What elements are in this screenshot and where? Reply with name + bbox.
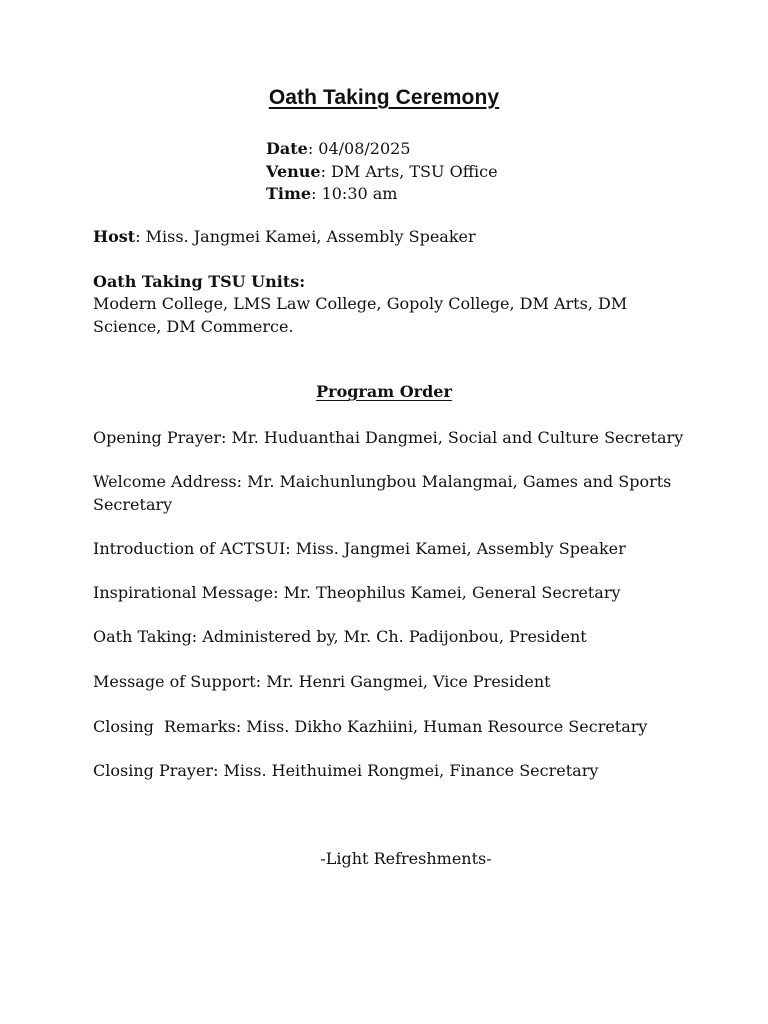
- program-item: Message of Support: Mr. Henri Gangmei, Vice President: [93, 672, 551, 691]
- time-label: Time: [266, 184, 312, 203]
- program-item: Welcome Address: Mr. Maichunlungbou Malangmai, Games and Sports Secretary: [93, 472, 672, 514]
- units-list: Modern College, LMS Law College, Gopoly College, DM Arts, DM Science, DM Commerce.: [93, 294, 628, 336]
- program-item: Closing Prayer: Miss. Heithuimei Rongmei, Finance Secretary: [93, 761, 599, 780]
- document-title: Oath Taking Ceremony: [268, 86, 500, 109]
- program-item: Introduction of ACTSUI: Miss. Jangmei Kamei, Assembly Speaker: [93, 539, 626, 558]
- host-label: Host: [93, 227, 136, 246]
- venue-label: Venue: [266, 161, 321, 181]
- program-item: Opening Prayer: Mr. Huduanthai Dangmei, Social and Culture Secretary: [93, 428, 684, 447]
- venue-row: [266, 161, 498, 184]
- footer-note: -Light Refreshments-: [320, 849, 492, 868]
- host-line: [93, 226, 693, 249]
- units-heading: Oath Taking TSU Units:: [93, 272, 306, 291]
- program-item: Oath Taking: Administered by, Mr. Ch. Padijonbou, President: [93, 627, 587, 646]
- date-label: Date: [266, 139, 308, 158]
- time-value: : 10:30 am: [311, 184, 398, 203]
- program-item: Closing Remarks: Miss. Dikho Kazhiini, Human Resource Secretary: [93, 717, 648, 736]
- event-details: [266, 138, 498, 206]
- host-value: : Miss. Jangmei Kamei, Assembly Speaker: [135, 227, 476, 246]
- venue-value: : DM Arts, TSU Office: [320, 161, 498, 181]
- program-item: Inspirational Message: Mr. Theophilus Kamei, General Secretary: [93, 583, 621, 602]
- date-row: [266, 138, 498, 161]
- date-value: : 04/08/2025: [307, 139, 411, 158]
- program-heading: Program Order: [316, 382, 452, 401]
- time-row: [266, 183, 498, 206]
